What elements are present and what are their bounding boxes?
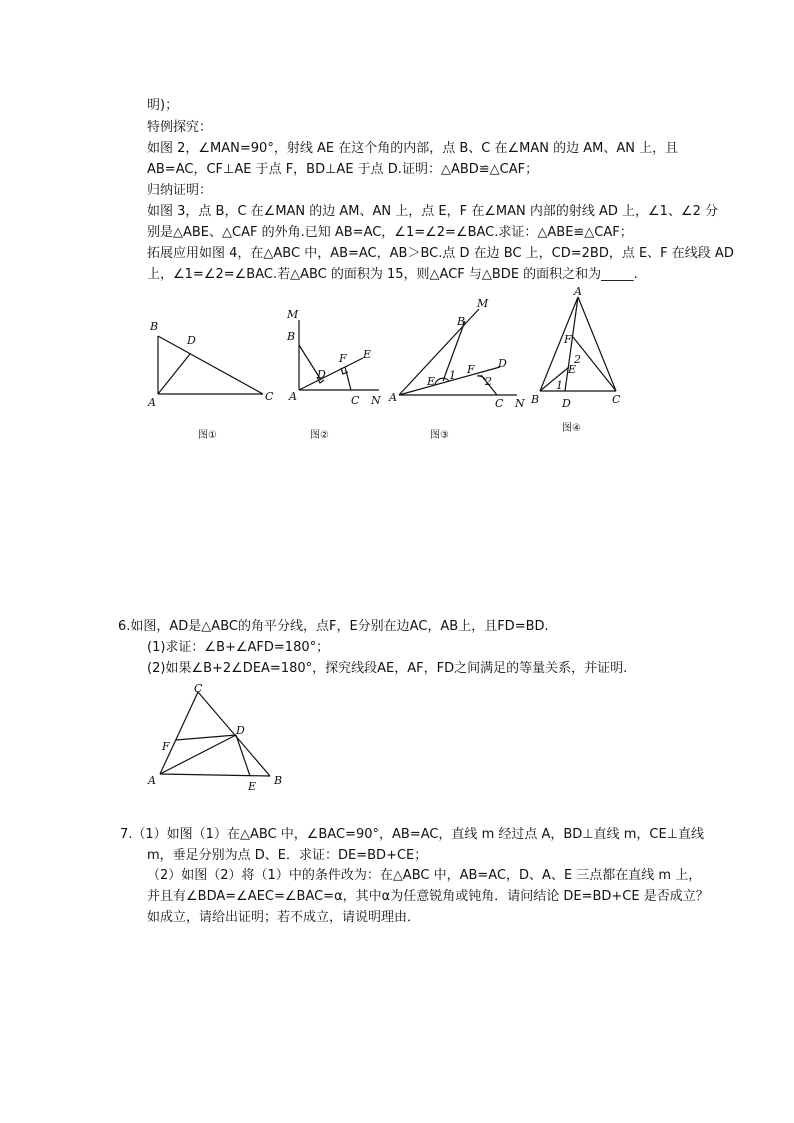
svg-text:C: C — [194, 682, 203, 695]
svg-text:F: F — [564, 333, 572, 346]
svg-text:M: M — [477, 297, 489, 310]
text-line: 并且有∠BDA=∠AEC=∠BAC=α，其中α为任意锐角或钝角．请问结论 DE=BD+CE 是否成立？ — [147, 889, 709, 904]
svg-text:C: C — [612, 393, 621, 406]
text-line: 上，∠1=∠2=∠BAC.若△ABC 的面积为 15，则△ACF 与△BDE 的面积之和为_____. — [147, 267, 638, 282]
question-7-part-1: 7.（1）如图（1）在△ABC 中，∠BAC=90°，AB=AC，直线 m 经过点 A，BD⊥直线 m，CE⊥直线 — [120, 827, 705, 842]
svg-text:E: E — [363, 348, 372, 361]
svg-text:E: E — [248, 780, 257, 793]
figure-2 — [283, 300, 393, 450]
text-line: 别是△ABE、△CAF 的外角.已知 AB=AC，∠1=∠2=∠BAC.求证：△ABE≌△CAF； — [147, 225, 633, 240]
svg-text:F: F — [339, 352, 347, 365]
figure-q6 — [140, 678, 300, 803]
svg-text:D: D — [187, 334, 196, 347]
figure-1 — [140, 300, 280, 450]
text-line: 如图 2，∠MAN=90°，射线 AE 在这个角的内部，点 B、C 在∠MAN 的边 AM、AN 上，且 — [147, 141, 679, 156]
svg-text:B: B — [274, 774, 283, 787]
svg-text:A: A — [389, 391, 397, 404]
figure-caption: 图③ — [430, 430, 449, 441]
svg-text:D: D — [562, 397, 571, 410]
figure-caption: 图① — [198, 430, 217, 441]
text-line: 拓展应用如图 4，在△ABC 中，AB=AC，AB＞BC.点 D 在边 BC 上，CD=2BD，点 E、F 在线段 AD — [147, 246, 734, 261]
svg-text:A: A — [289, 390, 297, 403]
question-6-part-2: (2)如果∠B+2∠DEA=180°，探究线段AE，AF，FD之间满足的等量关系，并证明. — [147, 661, 628, 676]
svg-text:1: 1 — [556, 379, 563, 392]
text-line: 如图 3，点 B，C 在∠MAN 的边 AM、AN 上，点 E，F 在∠MAN 内部的射线 AD 上，∠1、∠2 分 — [147, 204, 719, 219]
svg-text:2: 2 — [574, 353, 581, 366]
text-line: AB=AC，CF⊥AE 于点 F，BD⊥AE 于点 D.证明：△ABD≌△CAF； — [147, 162, 539, 177]
heading-general-proof: 归纳证明： — [147, 183, 213, 198]
svg-text:F: F — [467, 363, 475, 376]
svg-text:N: N — [515, 397, 525, 410]
svg-text:C: C — [495, 397, 504, 410]
svg-text:D: D — [236, 724, 245, 737]
svg-text:1: 1 — [449, 369, 456, 382]
figure-caption: 图② — [310, 430, 329, 441]
svg-text:A: A — [148, 396, 156, 409]
figure-4 — [528, 285, 628, 440]
question-7-part-2: （2）如图（2）将（1）中的条件改为：在△ABC 中，AB=AC，D、A、E 三点都在直线 m 上， — [147, 868, 702, 883]
svg-text:2: 2 — [485, 375, 492, 388]
svg-text:A: A — [574, 285, 582, 298]
svg-text:B: B — [287, 330, 296, 343]
svg-text:D: D — [317, 368, 326, 381]
svg-text:C: C — [351, 394, 360, 407]
svg-text:E: E — [427, 375, 436, 388]
svg-text:E: E — [568, 363, 577, 376]
heading-special-case: 特例探究： — [147, 120, 213, 135]
text-line: 明)； — [147, 98, 179, 113]
figure-caption: 图④ — [562, 423, 581, 434]
svg-text:B: B — [457, 315, 466, 328]
svg-text:B: B — [150, 320, 159, 333]
svg-text:C: C — [265, 390, 274, 403]
question-6-stem: 6.如图，AD是△ABC的角平分线，点F，E分别在边AC，AB上，且FD=BD. — [118, 619, 549, 634]
svg-text:A: A — [148, 774, 156, 787]
figure-3 — [385, 295, 530, 450]
svg-text:F: F — [162, 740, 170, 753]
question-6-part-1: (1)求证：∠B+∠AFD=180°； — [147, 640, 330, 655]
text-line: 如成立，请给出证明；若不成立，请说明理由． — [147, 910, 421, 925]
text-line: m，垂足分别为点 D、E．求证：DE=BD+CE； — [147, 848, 428, 863]
svg-text:N: N — [371, 394, 381, 407]
svg-text:D: D — [498, 357, 507, 370]
svg-text:M: M — [287, 308, 299, 321]
svg-text:B: B — [531, 393, 540, 406]
